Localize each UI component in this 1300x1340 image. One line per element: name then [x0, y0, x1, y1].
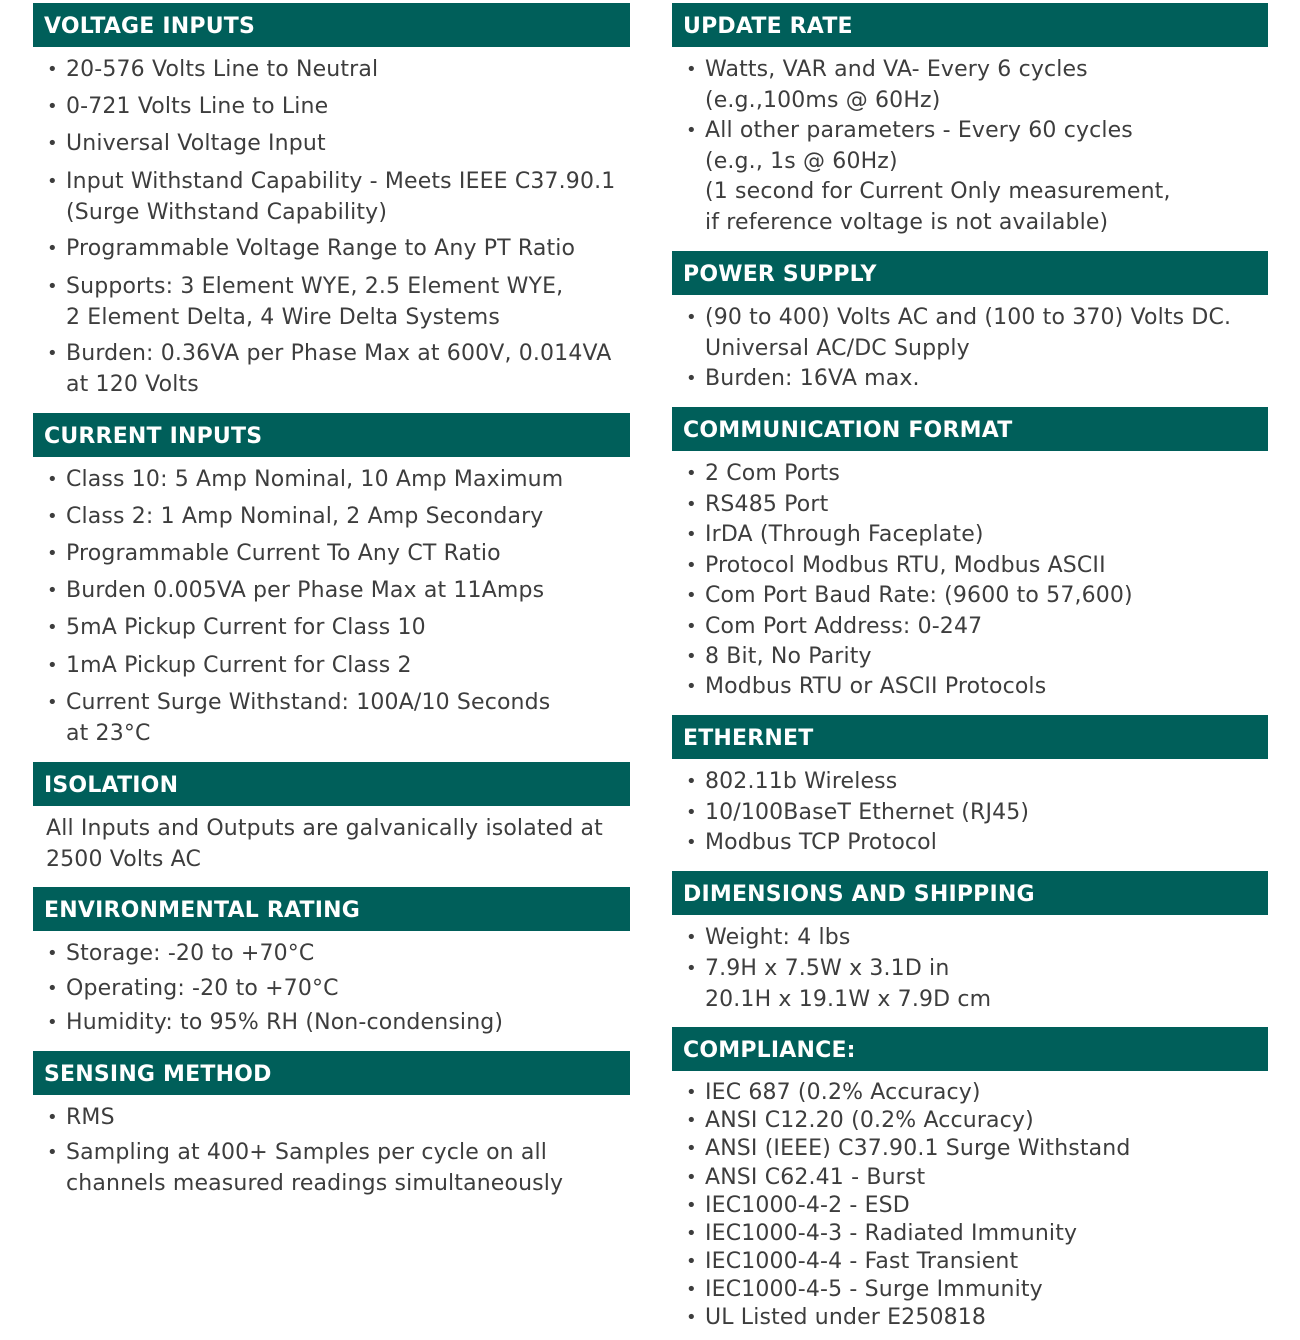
section-header: DIMENSIONS AND SHIPPING: [672, 871, 1268, 915]
list-item: • Class 10: 5 Amp Nominal, 10 Amp Maximum: [33, 465, 630, 496]
list-item: • Burden: 16VA max.: [672, 364, 1268, 395]
list-item: • Supports: 3 Element WYE, 2.5 Element WYE, 2 Element Delta, 4 Wire Delta Systems: [33, 272, 630, 333]
list-item: • UL Listed under E250818: [672, 1304, 1268, 1332]
list-item: • 5mA Pickup Current for Class 10: [33, 613, 630, 644]
section-header: VOLTAGE INPUTS: [33, 3, 630, 47]
communication-format-section: [672, 407, 1268, 699]
voltage-inputs-section: [33, 3, 630, 397]
list-item: • Current Surge Withstand: 100A/10 Seconds at 23°C: [33, 688, 630, 749]
list-item: • Modbus TCP Protocol: [672, 828, 1268, 859]
list-item: • Com Port Baud Rate: (9600 to 57,600): [672, 581, 1268, 612]
section-header: SENSING METHOD: [33, 1051, 630, 1095]
power-supply-section: [672, 251, 1268, 391]
list-item: • Protocol Modbus RTU, Modbus ASCII: [672, 551, 1268, 582]
list-item: • IEC1000-4-3 - Radiated Immunity: [672, 1220, 1268, 1248]
list-item: • 0-721 Volts Line to Line: [33, 92, 630, 123]
list-item: • 2 Com Ports: [672, 459, 1268, 490]
section-header: ENVIRONMENTAL RATING: [33, 887, 630, 931]
compliance-section: [672, 1027, 1268, 1330]
list-item: • Programmable Voltage Range to Any PT Ratio: [33, 234, 630, 265]
list-item: • IEC 687 (0.2% Accuracy): [672, 1079, 1268, 1107]
dimensions-shipping-section: [672, 871, 1268, 1012]
list-item: • Universal Voltage Input: [33, 129, 630, 160]
isolation-text: All Inputs and Outputs are galvanically isolated at 2500 Volts AC: [46, 816, 603, 872]
section-header: CURRENT INPUTS: [33, 413, 630, 457]
list-item: • 1mA Pickup Current for Class 2: [33, 651, 630, 682]
list-item: • 8 Bit, No Parity: [672, 642, 1268, 673]
list-item: • 7.9H x 7.5W x 3.1D in 20.1H x 19.1W x 7.9D cm: [672, 954, 1268, 1015]
list-item: • Input Withstand Capability - Meets IEEE C37.90.1 (Surge Withstand Capability): [33, 167, 630, 228]
list-item: • Weight: 4 lbs: [672, 923, 1268, 954]
section-header: UPDATE RATE: [672, 3, 1268, 47]
list-item: • IrDA (Through Faceplate): [672, 520, 1268, 551]
list-item: • Burden: 0.36VA per Phase Max at 600V, 0.014VA at 120 Volts: [33, 339, 630, 400]
ethernet-section: [672, 715, 1268, 855]
list-item: • ANSI (IEEE) C37.90.1 Surge Withstand: [672, 1135, 1268, 1163]
list-item: • IEC1000-4-5 - Surge Immunity: [672, 1276, 1268, 1304]
list-item: • Storage: -20 to +70°C: [33, 939, 630, 970]
list-item: • Burden 0.005VA per Phase Max at 11Amps: [33, 576, 630, 607]
list-item: • ANSI C62.41 - Burst: [672, 1164, 1268, 1192]
list-item: • 802.11b Wireless: [672, 767, 1268, 798]
update-rate-section: [672, 3, 1268, 235]
section-header: COMMUNICATION FORMAT: [672, 407, 1268, 451]
list-item: • Operating: -20 to +70°C: [33, 974, 630, 1005]
section-header: COMPLIANCE:: [672, 1027, 1268, 1071]
sensing-method-section: [33, 1051, 630, 1196]
list-item: • RS485 Port: [672, 490, 1268, 521]
isolation-section: [33, 762, 630, 872]
list-item: • (90 to 400) Volts AC and (100 to 370) Volts DC. Universal AC/DC Supply: [672, 303, 1268, 364]
list-item: • Humidity: to 95% RH (Non-condensing): [33, 1008, 630, 1039]
list-item: • Class 2: 1 Amp Nominal, 2 Amp Secondary: [33, 502, 630, 533]
list-item: • 10/100BaseT Ethernet (RJ45): [672, 798, 1268, 829]
list-item: • IEC1000-4-4 - Fast Transient: [672, 1248, 1268, 1276]
list-item: • 20-576 Volts Line to Neutral: [33, 55, 630, 86]
section-header: ETHERNET: [672, 715, 1268, 759]
current-inputs-section: [33, 413, 630, 746]
list-item: • Com Port Address: 0-247: [672, 612, 1268, 643]
list-item: • Watts, VAR and VA- Every 6 cycles (e.g.,100ms @ 60Hz): [672, 55, 1268, 116]
list-item: • IEC1000-4-2 - ESD: [672, 1192, 1268, 1220]
list-item: • All other parameters - Every 60 cycles (e.g., 1s @ 60Hz) (1 second for Current Only measurement, if reference voltage is not available): [672, 116, 1268, 238]
list-item: • ANSI C12.20 (0.2% Accuracy): [672, 1107, 1268, 1135]
section-header: POWER SUPPLY: [672, 251, 1268, 295]
section-header: ISOLATION: [33, 762, 630, 806]
list-item: • Programmable Current To Any CT Ratio: [33, 539, 630, 570]
list-item: • RMS: [33, 1103, 630, 1134]
list-item: • Sampling at 400+ Samples per cycle on all channels measured readings simultaneously: [33, 1138, 630, 1199]
list-item: • Modbus RTU or ASCII Protocols: [672, 672, 1268, 703]
environmental-rating-section: [33, 887, 630, 1035]
